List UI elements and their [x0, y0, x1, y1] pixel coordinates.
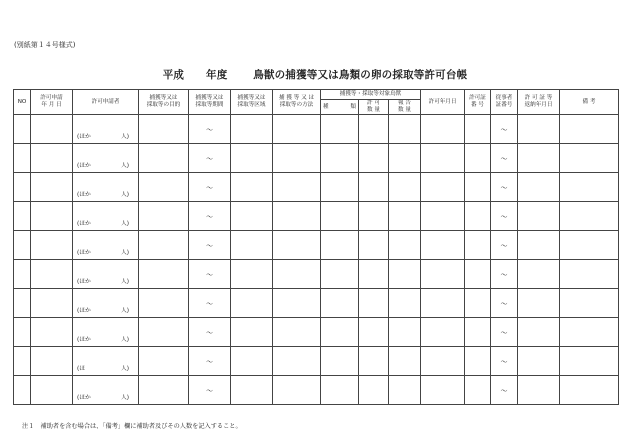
col-period-line1: 捕獲等又は: [195, 95, 224, 101]
others-suffix: 人): [120, 337, 129, 343]
col-permit-date: 許可年月日: [421, 90, 465, 115]
ledger-cell[interactable]: [14, 318, 31, 347]
table-row: [14, 144, 619, 173]
col-return-date-line1: 許 可 証 等: [524, 95, 553, 101]
period-range-mark: 〜: [206, 358, 213, 366]
ledger-cell[interactable]: [231, 260, 273, 289]
others-count-label: [77, 163, 129, 170]
period-cell[interactable]: [189, 376, 231, 405]
ledger-cell[interactable]: [321, 347, 359, 376]
title-year: 年度: [206, 69, 228, 81]
ledger-cell[interactable]: [465, 115, 491, 144]
others-prefix: (ほか: [77, 163, 91, 169]
table-row: [14, 318, 619, 347]
others-count-label: [77, 337, 129, 344]
applicant-cell[interactable]: [73, 318, 139, 347]
ledger-cell[interactable]: [465, 318, 491, 347]
period-range-mark: 〜: [206, 242, 213, 250]
ledger-cell[interactable]: [421, 260, 465, 289]
ledger-cell[interactable]: [359, 347, 389, 376]
worker-no-range-mark: 〜: [500, 184, 508, 192]
ledger-cell[interactable]: [560, 376, 619, 405]
ledger-cell[interactable]: [273, 289, 321, 318]
col-species: [321, 100, 359, 115]
col-target-group: 捕獲等・採取等対象鳥獣: [321, 90, 421, 100]
col-report-qty-line2: 数 量: [398, 107, 411, 113]
applicant-cell[interactable]: [73, 202, 139, 231]
col-permit-qty-line1: 許 可: [367, 100, 380, 106]
ledger-cell[interactable]: [31, 318, 73, 347]
ledger-cell[interactable]: [139, 260, 189, 289]
ledger-cell[interactable]: [421, 289, 465, 318]
col-area-line2: 採取等区域: [237, 102, 266, 108]
ledger-cell[interactable]: [231, 115, 273, 144]
others-count-label: [77, 250, 129, 257]
worker-no-range-mark: 〜: [500, 329, 508, 337]
ledger-cell[interactable]: [421, 376, 465, 405]
col-purpose-line2: 採取等の目的: [146, 102, 181, 108]
table-row: [14, 347, 619, 376]
ledger-cell[interactable]: [321, 376, 359, 405]
ledger-cell[interactable]: [359, 202, 389, 231]
col-purpose: [139, 90, 189, 115]
period-cell[interactable]: [189, 231, 231, 260]
ledger-cell[interactable]: [273, 115, 321, 144]
ledger-cell[interactable]: [14, 115, 31, 144]
worker-no-range-mark: 〜: [500, 300, 508, 308]
others-suffix: 人): [120, 279, 129, 285]
ledger-cell[interactable]: [273, 144, 321, 173]
ledger-cell[interactable]: [421, 231, 465, 260]
ledger-cell[interactable]: [359, 260, 389, 289]
col-area: [231, 90, 273, 115]
ledger-cell[interactable]: [231, 173, 273, 202]
worker-no-range-mark: 〜: [500, 213, 508, 221]
ledger-cell[interactable]: [31, 347, 73, 376]
col-remarks: 備 考: [560, 90, 619, 115]
period-range-mark: 〜: [206, 271, 213, 279]
ledger-cell[interactable]: [421, 173, 465, 202]
ledger-cell[interactable]: [31, 231, 73, 260]
form-number-label: (別紙第１４号様式): [14, 41, 76, 49]
others-prefix: (ほ: [77, 366, 86, 372]
ledger-cell[interactable]: [273, 376, 321, 405]
table-row: [14, 115, 619, 144]
ledger-cell[interactable]: [139, 376, 189, 405]
ledger-cell[interactable]: [31, 202, 73, 231]
col-applicant: 許可申請者: [73, 90, 139, 115]
others-count-label: [77, 134, 129, 141]
ledger-cell[interactable]: [560, 115, 619, 144]
ledger-cell[interactable]: [518, 347, 560, 376]
header-row-1: [14, 90, 619, 100]
col-species-a: 種: [323, 103, 329, 110]
others-prefix: (ほか: [77, 134, 91, 140]
others-suffix: 人): [120, 221, 129, 227]
applicant-cell[interactable]: [73, 289, 139, 318]
ledger-cell[interactable]: [560, 173, 619, 202]
table-row: [14, 376, 619, 405]
ledger-cell[interactable]: [421, 144, 465, 173]
ledger-cell[interactable]: [321, 173, 359, 202]
worker-no-range-mark: 〜: [500, 358, 508, 366]
ledger-cell[interactable]: [139, 231, 189, 260]
others-suffix: 人): [120, 308, 129, 314]
col-purpose-line1: 捕獲等又は: [149, 95, 178, 101]
col-cert-no-line2: 番 号: [471, 102, 484, 108]
ledger-cell[interactable]: [231, 231, 273, 260]
others-suffix: 人): [120, 163, 129, 169]
ledger-cell[interactable]: [273, 260, 321, 289]
worker-no-cell[interactable]: [491, 231, 518, 260]
ledger-cell[interactable]: [14, 260, 31, 289]
others-prefix: (ほか: [77, 221, 91, 227]
others-suffix: 人): [120, 366, 129, 372]
applicant-cell[interactable]: [73, 376, 139, 405]
col-worker-no-line2: 証番号: [495, 102, 513, 108]
ledger-cell[interactable]: [421, 347, 465, 376]
ledger-cell[interactable]: [560, 260, 619, 289]
col-permit-qty: [359, 100, 389, 115]
ledger-cell[interactable]: [560, 231, 619, 260]
ledger-cell[interactable]: [14, 144, 31, 173]
ledger-cell[interactable]: [465, 347, 491, 376]
worker-no-range-mark: 〜: [500, 242, 508, 250]
ledger-cell[interactable]: [389, 202, 421, 231]
worker-no-cell[interactable]: [491, 173, 518, 202]
worker-no-range-mark: 〜: [500, 126, 508, 134]
worker-no-cell[interactable]: [491, 260, 518, 289]
ledger-cell[interactable]: [14, 231, 31, 260]
col-period-line2: 採取等期間: [195, 102, 224, 108]
col-cert-no: [465, 90, 491, 115]
ledger-cell[interactable]: [231, 376, 273, 405]
ledger-cell[interactable]: [321, 231, 359, 260]
ledger-cell[interactable]: [518, 231, 560, 260]
ledger-cell[interactable]: [273, 231, 321, 260]
ledger-cell[interactable]: [231, 144, 273, 173]
others-suffix: 人): [120, 250, 129, 256]
ledger-cell[interactable]: [359, 289, 389, 318]
ledger-cell[interactable]: [518, 376, 560, 405]
others-count-label: [77, 279, 129, 286]
others-prefix: (ほか: [77, 337, 91, 343]
table-row: [14, 260, 619, 289]
period-cell[interactable]: [189, 144, 231, 173]
ledger-cell[interactable]: [31, 376, 73, 405]
others-suffix: 人): [120, 134, 129, 140]
ledger-body: [14, 115, 619, 405]
others-suffix: 人): [120, 395, 129, 401]
ledger-cell[interactable]: [560, 318, 619, 347]
ledger-cell[interactable]: [518, 144, 560, 173]
ledger-cell[interactable]: [465, 231, 491, 260]
period-range-mark: 〜: [206, 184, 213, 192]
period-cell[interactable]: [189, 173, 231, 202]
ledger-cell[interactable]: [389, 231, 421, 260]
table-row: [14, 231, 619, 260]
col-apply-date: [31, 90, 73, 115]
col-species-b: 類: [350, 103, 356, 110]
col-permit-qty-line2: 数 量: [367, 107, 380, 113]
ledger-cell[interactable]: [321, 144, 359, 173]
ledger-cell[interactable]: [231, 318, 273, 347]
ledger-cell[interactable]: [518, 260, 560, 289]
ledger-cell[interactable]: [465, 144, 491, 173]
worker-no-cell[interactable]: [491, 318, 518, 347]
ledger-cell[interactable]: [14, 173, 31, 202]
period-range-mark: 〜: [206, 300, 213, 308]
col-worker-no: [491, 90, 518, 115]
col-apply-date-line2: 年 月 日: [41, 102, 62, 108]
ledger-cell[interactable]: [139, 289, 189, 318]
ledger-cell[interactable]: [389, 144, 421, 173]
col-return-date: [518, 90, 560, 115]
col-cert-no-line1: 許可証: [469, 95, 486, 101]
worker-no-range-mark: 〜: [500, 387, 508, 395]
title-text: 鳥獣の捕獲等又は鳥類の卵の採取等許可台帳: [253, 69, 468, 81]
ledger-cell[interactable]: [389, 115, 421, 144]
ledger-cell[interactable]: [31, 173, 73, 202]
ledger-cell[interactable]: [273, 318, 321, 347]
period-range-mark: 〜: [206, 155, 213, 163]
applicant-cell[interactable]: [73, 347, 139, 376]
period-cell[interactable]: [189, 115, 231, 144]
col-period: [189, 90, 231, 115]
table-row: [14, 173, 619, 202]
ledger-cell[interactable]: [321, 202, 359, 231]
worker-no-cell[interactable]: [491, 289, 518, 318]
worker-no-range-mark: 〜: [500, 271, 508, 279]
ledger-cell[interactable]: [359, 231, 389, 260]
title-era: 平成: [162, 69, 185, 81]
worker-no-cell[interactable]: [491, 115, 518, 144]
permit-ledger-table: [13, 89, 619, 405]
ledger-cell[interactable]: [359, 318, 389, 347]
ledger-cell[interactable]: [321, 289, 359, 318]
ledger-cell[interactable]: [560, 289, 619, 318]
others-count-label: [77, 366, 129, 373]
ledger-cell[interactable]: [14, 376, 31, 405]
ledger-cell[interactable]: [359, 173, 389, 202]
col-species-label: [321, 104, 358, 111]
ledger-cell[interactable]: [31, 260, 73, 289]
ledger-cell[interactable]: [14, 347, 31, 376]
applicant-cell[interactable]: [73, 173, 139, 202]
worker-no-cell[interactable]: [491, 376, 518, 405]
others-count-label: [77, 395, 129, 402]
others-prefix: (ほか: [77, 308, 91, 314]
worker-no-cell[interactable]: [491, 202, 518, 231]
others-prefix: (ほか: [77, 395, 91, 401]
ledger-cell[interactable]: [14, 202, 31, 231]
ledger-cell[interactable]: [389, 376, 421, 405]
period-cell[interactable]: [189, 202, 231, 231]
ledger-cell[interactable]: [139, 318, 189, 347]
ledger-cell[interactable]: [465, 289, 491, 318]
col-apply-date-line1: 許可申請: [40, 95, 63, 101]
ledger-cell[interactable]: [31, 289, 73, 318]
ledger-cell[interactable]: [465, 173, 491, 202]
period-cell[interactable]: [189, 289, 231, 318]
ledger-cell[interactable]: [273, 347, 321, 376]
ledger-cell[interactable]: [321, 115, 359, 144]
ledger-cell[interactable]: [231, 289, 273, 318]
ledger-cell[interactable]: [139, 347, 189, 376]
table-row: [14, 202, 619, 231]
col-method: [273, 90, 321, 115]
ledger-cell[interactable]: [465, 260, 491, 289]
col-no: NO: [14, 90, 31, 115]
period-cell[interactable]: [189, 318, 231, 347]
period-range-mark: 〜: [206, 329, 213, 337]
period-cell[interactable]: [189, 347, 231, 376]
col-method-line1: 捕 獲 等 又 は: [278, 95, 315, 101]
ledger-cell[interactable]: [465, 376, 491, 405]
ledger-cell[interactable]: [389, 318, 421, 347]
ledger-cell[interactable]: [321, 318, 359, 347]
ledger-cell[interactable]: [139, 173, 189, 202]
others-count-label: [77, 221, 129, 228]
period-cell[interactable]: [189, 260, 231, 289]
ledger-cell[interactable]: [139, 144, 189, 173]
ledger-cell[interactable]: [31, 144, 73, 173]
col-report-qty-line1: 報 告: [398, 100, 411, 106]
others-count-label: [77, 308, 129, 315]
ledger-cell[interactable]: [273, 173, 321, 202]
others-prefix: (ほか: [77, 279, 91, 285]
applicant-cell[interactable]: [73, 144, 139, 173]
period-range-mark: 〜: [206, 213, 213, 221]
applicant-cell[interactable]: [73, 260, 139, 289]
ledger-cell[interactable]: [321, 260, 359, 289]
col-method-line2: 採取等の方法: [279, 102, 314, 108]
col-return-date-line2: 返納年月日: [524, 102, 553, 108]
applicant-cell[interactable]: [73, 231, 139, 260]
ledger-cell[interactable]: [560, 144, 619, 173]
ledger-cell[interactable]: [465, 202, 491, 231]
ledger-cell[interactable]: [518, 202, 560, 231]
ledger-cell[interactable]: [14, 289, 31, 318]
period-range-mark: 〜: [206, 126, 213, 134]
period-range-mark: 〜: [206, 387, 213, 395]
applicant-cell[interactable]: [73, 115, 139, 144]
worker-no-range-mark: 〜: [500, 155, 508, 163]
others-prefix: (ほか: [77, 192, 91, 198]
ledger-cell[interactable]: [359, 115, 389, 144]
ledger-cell[interactable]: [389, 173, 421, 202]
others-prefix: (ほか: [77, 250, 91, 256]
ledger-cell[interactable]: [389, 289, 421, 318]
ledger-cell[interactable]: [421, 115, 465, 144]
ledger-cell[interactable]: [359, 144, 389, 173]
others-suffix: 人): [120, 192, 129, 198]
others-count-label: [77, 192, 129, 199]
ledger-cell[interactable]: [359, 376, 389, 405]
worker-no-cell[interactable]: [491, 144, 518, 173]
ledger-cell[interactable]: [560, 347, 619, 376]
ledger-cell[interactable]: [421, 318, 465, 347]
ledger-cell[interactable]: [389, 347, 421, 376]
ledger-cell[interactable]: [421, 202, 465, 231]
ledger-cell[interactable]: [231, 347, 273, 376]
ledger-cell[interactable]: [273, 202, 321, 231]
ledger-cell[interactable]: [389, 260, 421, 289]
col-area-line1: 捕獲等又は: [237, 95, 266, 101]
ledger-cell[interactable]: [518, 318, 560, 347]
col-report-qty: [389, 100, 421, 115]
footnote: 注１ 補助者を含む場合は、「備考」欄に補助者及びその人数を記入すること。: [22, 423, 242, 430]
ledger-cell[interactable]: [231, 202, 273, 231]
ledger-cell[interactable]: [139, 202, 189, 231]
ledger-cell[interactable]: [518, 115, 560, 144]
col-worker-no-line1: 従事者: [495, 95, 513, 101]
ledger-cell[interactable]: [31, 115, 73, 144]
worker-no-cell[interactable]: [491, 347, 518, 376]
page-title: [0, 67, 630, 82]
ledger-cell[interactable]: [560, 202, 619, 231]
ledger-cell[interactable]: [139, 115, 189, 144]
ledger-cell[interactable]: [518, 289, 560, 318]
table-row: [14, 289, 619, 318]
ledger-cell[interactable]: [518, 173, 560, 202]
